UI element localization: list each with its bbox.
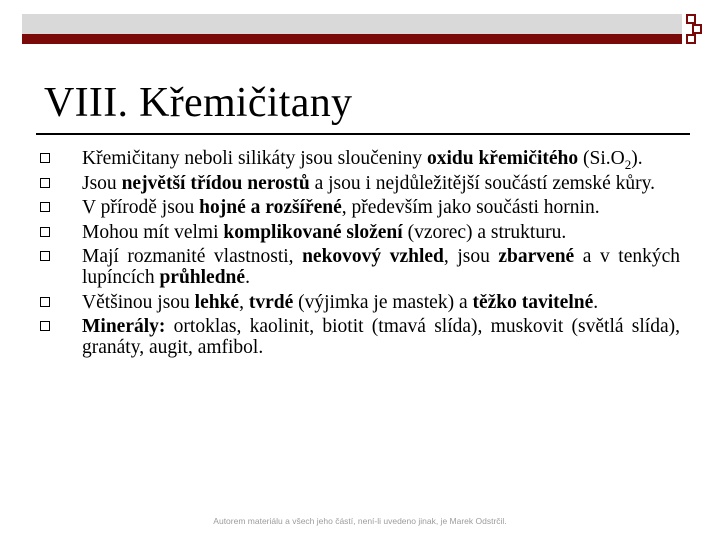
- bullet-text-bold: komplikované složení: [223, 221, 403, 243]
- bullet-text-bold: tvrdé: [248, 291, 294, 313]
- bullet-text: (Si.O: [578, 148, 625, 169]
- bullet-text: Většinou jsou: [82, 291, 195, 313]
- bullet-text-bold: těžko tavitelné: [472, 291, 594, 313]
- bullet-item: [40, 316, 680, 358]
- square-bullet-icon: [40, 251, 50, 261]
- square-bullet-icon: [40, 178, 50, 188]
- corner-square-middle: [692, 24, 702, 34]
- bullet-text-bold: oxidu křemičitého: [426, 148, 579, 169]
- bullet-text-bold: lehké: [194, 291, 240, 313]
- corner-squares-decoration: [686, 14, 706, 44]
- header-band: [22, 14, 682, 44]
- bullet-text-bold: průhledné: [159, 267, 246, 288]
- header-band-gray: [22, 14, 682, 34]
- bullet-text-bold: nekovový vzhled: [302, 246, 444, 267]
- bullet-text-bold: největší třídou nerostů: [121, 172, 310, 194]
- footer-credit: Autorem materiálu a všech jeho částí, není-li uvedeno jinak, je Marek Odstrčil.: [213, 516, 507, 526]
- corner-square-top: [686, 14, 696, 24]
- corner-square-bottom: [686, 34, 696, 44]
- bullet-item: [40, 173, 680, 194]
- square-bullet-icon: [40, 321, 50, 331]
- bullet-text: a v tenkých lupíncích: [82, 246, 681, 288]
- bullet-item: [40, 222, 680, 243]
- title-divider: [36, 133, 690, 135]
- bullet-item: [40, 148, 680, 172]
- bullet-text: , především jako součásti hornin.: [341, 197, 600, 218]
- bullet-text: Jsou: [82, 172, 122, 194]
- bullet-item: [40, 292, 680, 313]
- bullet-text: , jsou: [443, 246, 499, 267]
- bullet-text: Mohou mít velmi: [82, 221, 224, 243]
- bullet-text: ,: [239, 291, 249, 313]
- bullet-item: [40, 197, 680, 218]
- bullet-text: .: [593, 291, 599, 313]
- bullet-text: V přírodě jsou: [82, 197, 200, 218]
- square-bullet-icon: [40, 297, 50, 307]
- bullet-text: ortoklas, kaolinit, biotit (tmavá slída), muskovit (světlá slída), granáty, augit, amfibol.: [82, 316, 680, 358]
- bullet-text: (výjimka je mastek) a: [293, 291, 473, 313]
- bullet-text: ).: [631, 148, 643, 169]
- bullet-item: [40, 246, 680, 288]
- bullet-text-bold: zbarvené: [498, 246, 575, 267]
- bullet-text-bold: hojné a rozšířené: [199, 197, 342, 218]
- square-bullet-icon: [40, 227, 50, 237]
- slide-title: VIII. Křemičitany: [44, 80, 353, 126]
- header-band-red: [22, 34, 682, 44]
- bullet-list: [40, 148, 680, 362]
- bullet-text: a jsou i nejdůležitější součástí zemské kůry.: [309, 172, 656, 194]
- bullet-text: .: [245, 267, 250, 288]
- bullet-text: Křemičitany neboli silikáty jsou sloučeniny: [82, 148, 427, 169]
- bullet-text: 2: [624, 156, 632, 172]
- square-bullet-icon: [40, 153, 50, 163]
- bullet-text-bold: Minerály:: [82, 316, 166, 337]
- square-bullet-icon: [40, 202, 50, 212]
- bullet-text: (vzorec) a strukturu.: [402, 221, 567, 243]
- bullet-text: Mají rozmanité vlastnosti,: [82, 246, 303, 267]
